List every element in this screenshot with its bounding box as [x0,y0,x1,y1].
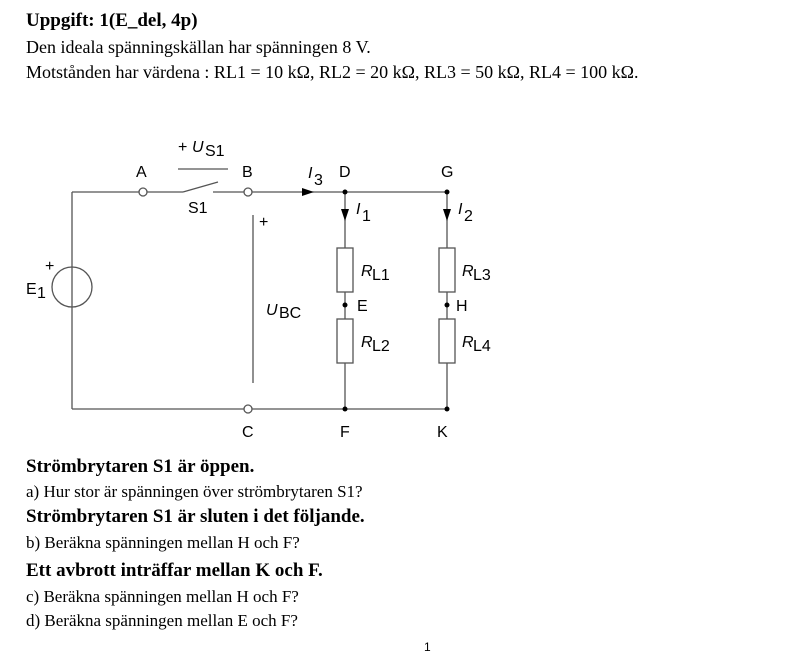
i3-label: I [308,165,313,182]
task-title: Uppgift: 1(E_del, 4p) [26,10,198,31]
source-sub: 1 [37,285,46,302]
question-b: b) Beräkna spänningen mellan H och F? [26,533,300,552]
source-plus: + [45,258,55,275]
label-a: A [136,164,147,181]
label-s1: S1 [188,200,208,217]
node-dot-f [343,407,348,412]
page-number: 1 [424,640,431,654]
us1-plus: + [178,139,188,156]
label-k: K [437,424,448,441]
label-f: F [340,424,350,441]
resistor-rl4 [439,319,455,363]
rl1-label: R [361,263,373,280]
question-c: c) Beräkna spänningen mellan H och F? [26,587,299,606]
question-d: d) Beräkna spänningen mellan E och F? [26,611,298,630]
rl3-label: R [462,263,474,280]
i2-label: I [458,201,463,218]
label-g: G [441,164,454,181]
switch-s1 [183,182,218,192]
us1-label: U [192,139,204,156]
node-dot-h [445,303,450,308]
i1-sub: 1 [362,208,371,225]
node-dot-e [343,303,348,308]
intro-voltage: Den ideala spänningskällan har spänningen 8 V. [26,37,371,57]
us1-sub: S1 [205,143,225,160]
rl2-sub: L2 [372,338,390,355]
question-heading-closed: Strömbrytaren S1 är sluten i det följande. [26,506,365,527]
resistor-rl1 [337,248,353,292]
i2-sub: 2 [464,208,473,225]
ubc-plus: + [259,214,269,231]
terminal-c [244,405,252,413]
terminal-b [244,188,252,196]
rl4-label: R [462,334,474,351]
i1-label: I [356,201,361,218]
label-b: B [242,164,253,181]
node-dot-g [445,190,450,195]
node-dot-d [343,190,348,195]
label-c: C [242,424,254,441]
node-dot-k [445,407,450,412]
label-h: H [456,298,468,315]
i1-arrow-icon [341,209,349,221]
question-heading-break: Ett avbrott inträffar mellan K och F. [26,560,323,581]
i3-arrow-icon [302,188,314,196]
rl4-sub: L4 [473,338,491,355]
terminal-a [139,188,147,196]
ubc-sub: BC [279,305,302,322]
resistor-rl3 [439,248,455,292]
rl1-sub: L1 [372,267,390,284]
rl2-label: R [361,334,373,351]
label-d: D [339,164,351,181]
i2-arrow-icon [443,209,451,221]
source-label: E [26,281,37,298]
intro-resistors: Motstånden har värdena : RL1 = 10 kΩ, RL2 = 20 kΩ, RL3 = 50 kΩ, RL4 = 100 kΩ. [26,62,639,82]
ubc-label: U [266,302,278,319]
label-e: E [357,298,368,315]
i3-sub: 3 [314,172,323,189]
rl3-sub: L3 [473,267,491,284]
question-a: a) Hur stor är spänningen över strömbrytaren S1? [26,482,363,501]
question-heading-open: Strömbrytaren S1 är öppen. [26,456,255,477]
resistor-rl2 [337,319,353,363]
